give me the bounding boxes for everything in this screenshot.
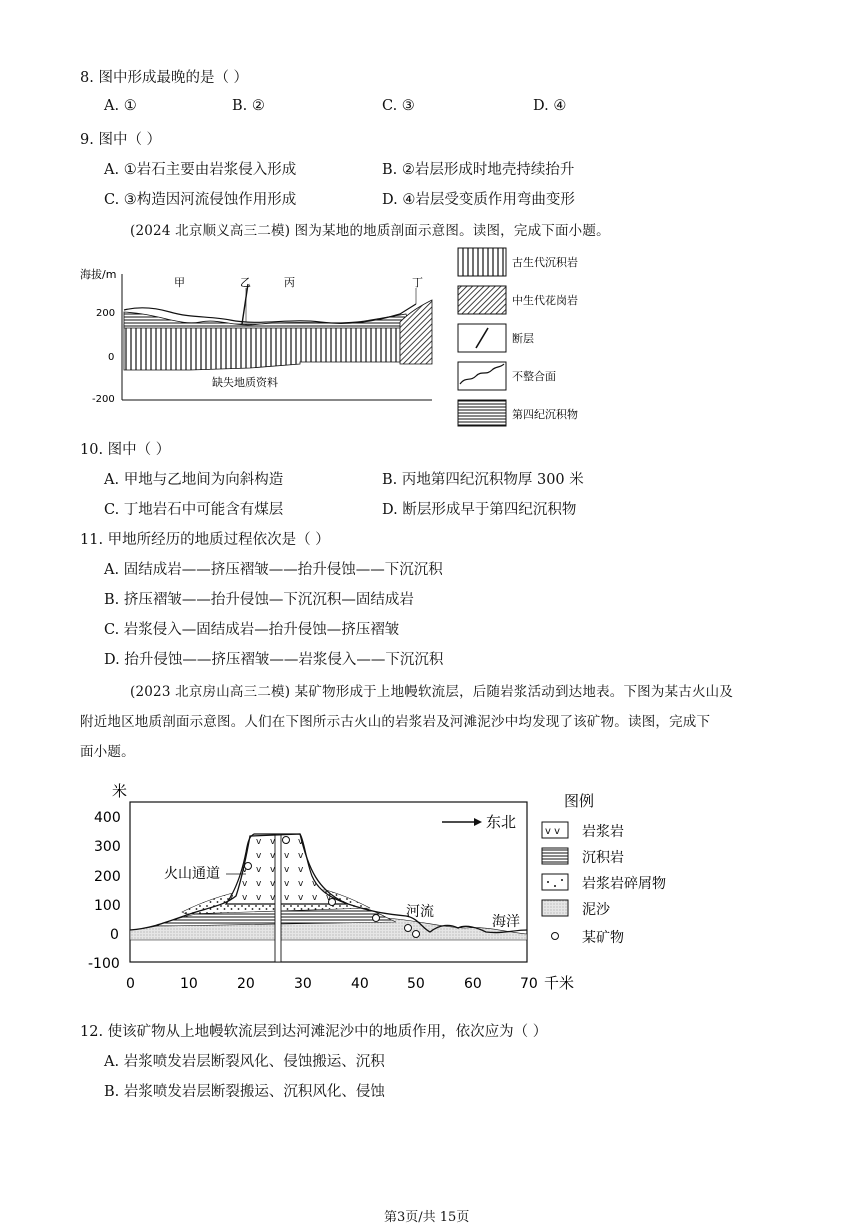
fig2-x-unit: 千米 [544,974,575,992]
fig1-y-tick: -200 [92,394,115,405]
fig1-legend-quaternary: 第四纪沉积物 [512,408,578,421]
q9-option-d: D. ④岩层受变质作用弯曲变形 [382,192,575,208]
fig2-x-tick-10: 10 [180,976,198,992]
q11-option-b: B. 挤压褶皱——抬升侵蚀—下沉沉积—固结成岩 [104,592,414,608]
fig2-direction: 东北 [486,813,517,831]
q10-option-b: B. 丙地第四纪沉积物厚 300 米 [382,472,584,488]
fig2-label-ocean: 海洋 [492,914,520,930]
fig2-y-tick-neg100: -100 [88,956,120,972]
fig2-label-river: 河流 [406,904,434,920]
fig1-place-jia: 甲 [174,276,185,289]
fig2-x-tick-40: 40 [351,976,369,992]
fig1-legend-fault: 断层 [512,332,534,345]
figure1-legend [452,244,612,428]
fig1-legend-granite: 中生代花岗岩 [512,294,578,307]
q9-option-c: C. ③构造因河流侵蚀作用形成 [104,192,297,208]
fig2-legend-mineral: 某矿物 [582,930,624,946]
fig2-x-tick-30: 30 [294,976,312,992]
q10-option-c: C. 丁地岩石中可能含有煤层 [104,502,284,518]
intro-2023-fangshan-line1: (2023 北京房山高三二模) 某矿物形成于上地幔软流层，后随岩浆活动到达地表。下图为某古火山及 [130,684,734,700]
fig2-y-unit: 米 [112,782,128,800]
fig2-x-tick-0: 0 [126,976,135,992]
intro-2023-fangshan-line3: 面小题。 [80,744,135,760]
fig1-legend-unconformity: 不整合面 [512,370,556,383]
fig2-label-vent: 火山通道 [164,866,220,882]
fig2-x-tick-60: 60 [464,976,482,992]
q10-option-a: A. 甲地与乙地间为向斜构造 [104,472,284,488]
q8-option-b: B. ② [232,98,265,114]
fig2-y-tick-100: 100 [94,898,121,914]
fig2-y-tick-200: 200 [94,869,121,885]
fig1-y-axis-label: 海拔/m [80,268,117,281]
q9-option-a: A. ①岩石主要由岩浆侵入形成 [104,162,297,178]
q9-stem: 9. 图中（ ） [80,132,162,148]
fig2-x-tick-20: 20 [237,976,255,992]
fig2-y-tick-0: 0 [110,927,119,943]
fig1-inner-label: 缺失地质资料 [212,376,278,389]
q12-option-a: A. 岩浆喷发岩层断裂风化、侵蚀搬运、沉积 [104,1054,385,1070]
figure2-volcano-profile [86,778,596,1000]
q10-option-d: D. 断层形成早于第四纪沉积物 [382,502,577,518]
q9-option-b: B. ②岩层形成时地壳持续抬升 [382,162,575,178]
fig2-legend-mud: 泥沙 [582,902,610,918]
page-footer: 第3页/共 15页 [384,1210,470,1225]
fig2-x-tick-50: 50 [407,976,425,992]
q11-stem: 11. 甲地所经历的地质过程依次是（ ） [80,532,330,548]
q11-option-c: C. 岩浆侵入—固结成岩—抬升侵蚀—挤压褶皱 [104,622,400,638]
q11-option-a: A. 固结成岩——挤压褶皱——抬升侵蚀——下沉沉积 [104,562,443,578]
q12-option-b: B. 岩浆喷发岩层断裂搬运、沉积风化、侵蚀 [104,1084,385,1100]
fig1-y-tick: 0 [108,352,115,363]
q8-option-a: A. ① [104,98,137,114]
fig1-place-yi: 乙 [240,276,251,289]
q11-option-d: D. 抬升侵蚀——挤压褶皱——岩浆侵入——下沉沉积 [104,652,444,668]
q12-stem: 12. 使该矿物从上地幔软流层到达河滩泥沙中的地质作用，依次应为（ ） [80,1024,548,1040]
fig1-legend-paleozoic: 古生代沉积岩 [512,256,578,269]
fig2-x-tick-70: 70 [520,976,538,992]
fig2-legend-title: 图例 [564,792,595,810]
figure2-legend [538,786,708,966]
q8-option-c: C. ③ [382,98,415,114]
fig2-legend-igneous: 岩浆岩 [582,824,624,840]
v-glyph: v v [545,826,561,837]
q10-stem: 10. 图中（ ） [80,442,171,458]
q8-option-d: D. ④ [533,98,567,114]
figure1-geologic-profile [70,244,440,406]
fig2-y-tick-400: 400 [94,810,121,826]
fig1-place-bing: 丙 [284,276,295,289]
fig2-legend-sedimentary: 沉积岩 [582,850,624,866]
intro-2023-fangshan-line2: 附近地区地质剖面示意图。人们在下图所示古火山的岩浆岩及河滩泥沙中均发现了该矿物。读图，完成下 [80,714,711,730]
intro-2024-shunyi: (2024 北京顺义高三二模) 图为某地的地质剖面示意图。读图，完成下面小题。 [130,223,610,239]
fig1-y-tick: 200 [96,308,116,319]
q8-stem: 8. 图中形成最晚的是（ ） [80,70,249,86]
fig2-legend-debris: 岩浆岩碎屑物 [582,876,666,892]
fig2-y-tick-300: 300 [94,839,121,855]
fig1-place-ding: 丁 [412,276,423,289]
